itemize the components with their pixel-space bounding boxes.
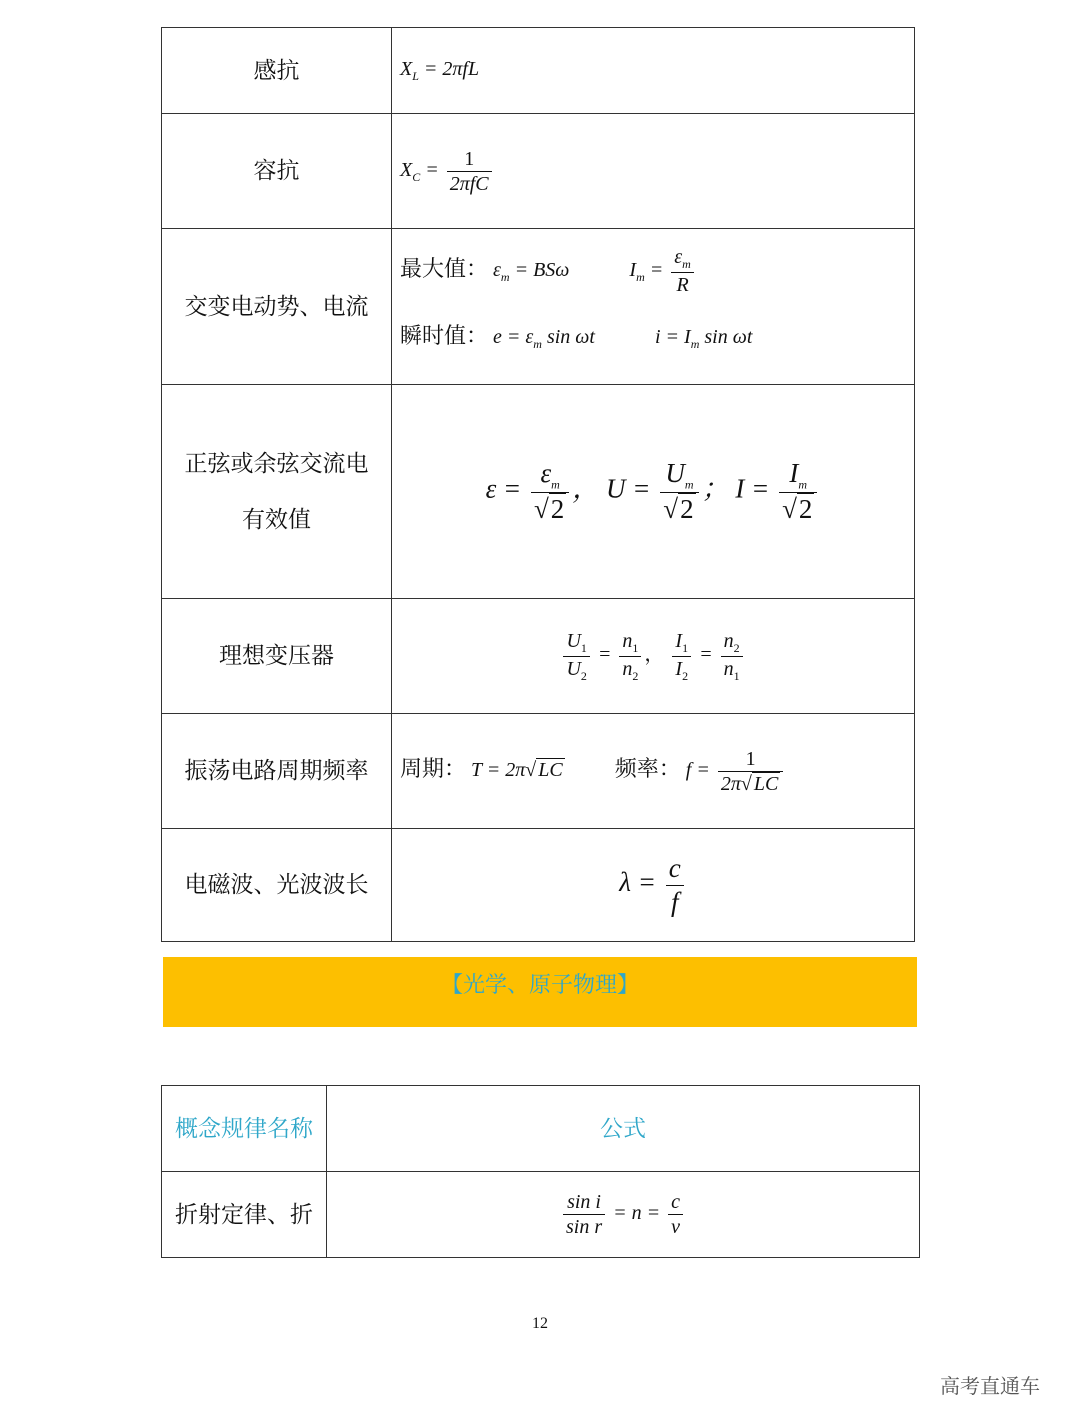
sub: m [684, 477, 694, 492]
eq: = [592, 643, 617, 666]
concept-name [162, 385, 392, 599]
den: n [622, 657, 633, 680]
concept-name: 感抗 [162, 28, 392, 114]
header-formula: 公式 [327, 1086, 920, 1172]
instant-line [400, 307, 914, 374]
num: sin i [563, 1190, 605, 1215]
fraction [660, 457, 698, 525]
den: n [723, 657, 734, 680]
sub: 1 [682, 641, 689, 656]
num: n [723, 630, 734, 653]
fraction [668, 1190, 683, 1239]
expr: ， U = [572, 473, 658, 504]
concept-name: 折射定律、折 [162, 1172, 327, 1258]
sub: C [412, 169, 421, 184]
table-header-row [162, 1086, 920, 1172]
den: v [671, 1216, 680, 1238]
table-row [162, 229, 915, 385]
table-row [162, 829, 915, 942]
expr: T = 2π [471, 758, 526, 781]
fraction [447, 147, 492, 196]
sub: m [551, 477, 560, 492]
sub: m [636, 269, 645, 284]
concept-name: 振荡电路周期频率 [162, 714, 392, 829]
den: 2πfC [449, 172, 489, 195]
var: X [400, 158, 413, 181]
eq: = [694, 643, 718, 666]
concept-name: 容抗 [162, 114, 392, 229]
num: I [789, 458, 799, 489]
sub: 2 [580, 668, 587, 683]
expr: LC [538, 758, 563, 781]
den: 2 [680, 494, 694, 525]
expr: λ = [619, 867, 663, 898]
concept-name: 电磁波、光波波长 [162, 829, 392, 942]
num: n [622, 630, 633, 653]
watermark: 高考直通车 [940, 1374, 1040, 1398]
sub: L [412, 68, 419, 83]
num: c [666, 852, 684, 885]
eq: = [420, 158, 444, 181]
label: 瞬时值： [400, 323, 489, 349]
expr: ； I = [701, 473, 777, 504]
sub: 1 [733, 668, 740, 683]
sqrt-icon: √ [525, 758, 537, 781]
sqrt-icon: √ [740, 772, 752, 795]
num: I [675, 630, 683, 653]
formula [392, 28, 915, 114]
sub: 2 [632, 668, 639, 683]
var: X [400, 57, 413, 80]
sqrt-icon: √ [782, 494, 797, 525]
fraction [721, 629, 743, 683]
num: ε [674, 246, 683, 269]
table-row [162, 1172, 920, 1258]
concept-name: 交变电动势、电流 [162, 229, 392, 385]
den: sin r [565, 1216, 603, 1238]
page-number: 12 [532, 1315, 548, 1332]
expr: = 2πfL [418, 57, 480, 80]
fraction [563, 629, 589, 683]
table-row [162, 714, 915, 829]
den: 2 [798, 494, 813, 525]
formula [392, 829, 915, 942]
formula [392, 114, 915, 229]
num: U [566, 630, 581, 653]
eq: = [644, 258, 669, 281]
table-row [162, 28, 915, 114]
comma: ， [644, 643, 665, 666]
sub: m [682, 257, 691, 272]
expr: sin ωt [541, 325, 595, 348]
concept-name: 理想变压器 [162, 599, 392, 714]
var: I [629, 258, 637, 281]
den: R [676, 273, 689, 296]
den: I [675, 657, 683, 680]
fraction [779, 457, 817, 525]
den: 2 [550, 494, 565, 525]
sub: 2 [682, 668, 689, 683]
name-line: 正弦或余弦交流电 [184, 450, 369, 477]
formula [392, 714, 915, 829]
fraction [671, 245, 694, 296]
label: 频率： [614, 756, 681, 782]
num: ε [540, 458, 552, 489]
fraction [666, 852, 684, 918]
expr: e = ε [493, 325, 534, 348]
section-banner: 【光学、原子物理】 [163, 957, 917, 1027]
fraction [619, 629, 641, 683]
expr: = n = [608, 1202, 666, 1225]
sqrt-icon: √ [533, 494, 549, 525]
table-row [162, 599, 915, 714]
table-row [162, 385, 915, 599]
formula [392, 229, 915, 385]
sub: m [533, 336, 542, 351]
sub: 1 [580, 641, 587, 656]
den: LC [753, 772, 779, 795]
formula [327, 1172, 920, 1258]
sub: m [798, 477, 808, 492]
den: f [670, 886, 679, 917]
fraction [718, 747, 783, 796]
name-line: 有效值 [242, 506, 311, 533]
table-row [162, 114, 915, 229]
expr: ε = [485, 473, 528, 504]
formula [392, 385, 915, 599]
num: 1 [718, 747, 783, 772]
num: c [668, 1190, 683, 1215]
label: 周期： [400, 756, 467, 782]
label: 最大值： [400, 256, 489, 282]
formula [392, 599, 915, 714]
header-concept: 概念规律名称 [162, 1086, 327, 1172]
expr: = BSω [509, 258, 570, 281]
fraction [672, 629, 691, 683]
electricity-formula-table [161, 27, 915, 942]
sub: m [500, 269, 510, 284]
sqrt-icon: √ [663, 494, 679, 525]
max-line [400, 240, 914, 307]
var: ε [493, 258, 501, 281]
den: 2π [720, 772, 741, 795]
num: 1 [447, 147, 492, 172]
optics-formula-table [161, 1085, 920, 1258]
expr: i = I [654, 325, 691, 348]
fraction [563, 1190, 605, 1239]
expr: sin ωt [699, 325, 753, 348]
den: U [566, 657, 581, 680]
sub: 1 [632, 641, 639, 656]
sub: m [690, 336, 700, 351]
num: U [665, 458, 685, 489]
sub: 2 [733, 641, 740, 656]
fraction [531, 457, 569, 525]
expr: f = [685, 758, 715, 781]
